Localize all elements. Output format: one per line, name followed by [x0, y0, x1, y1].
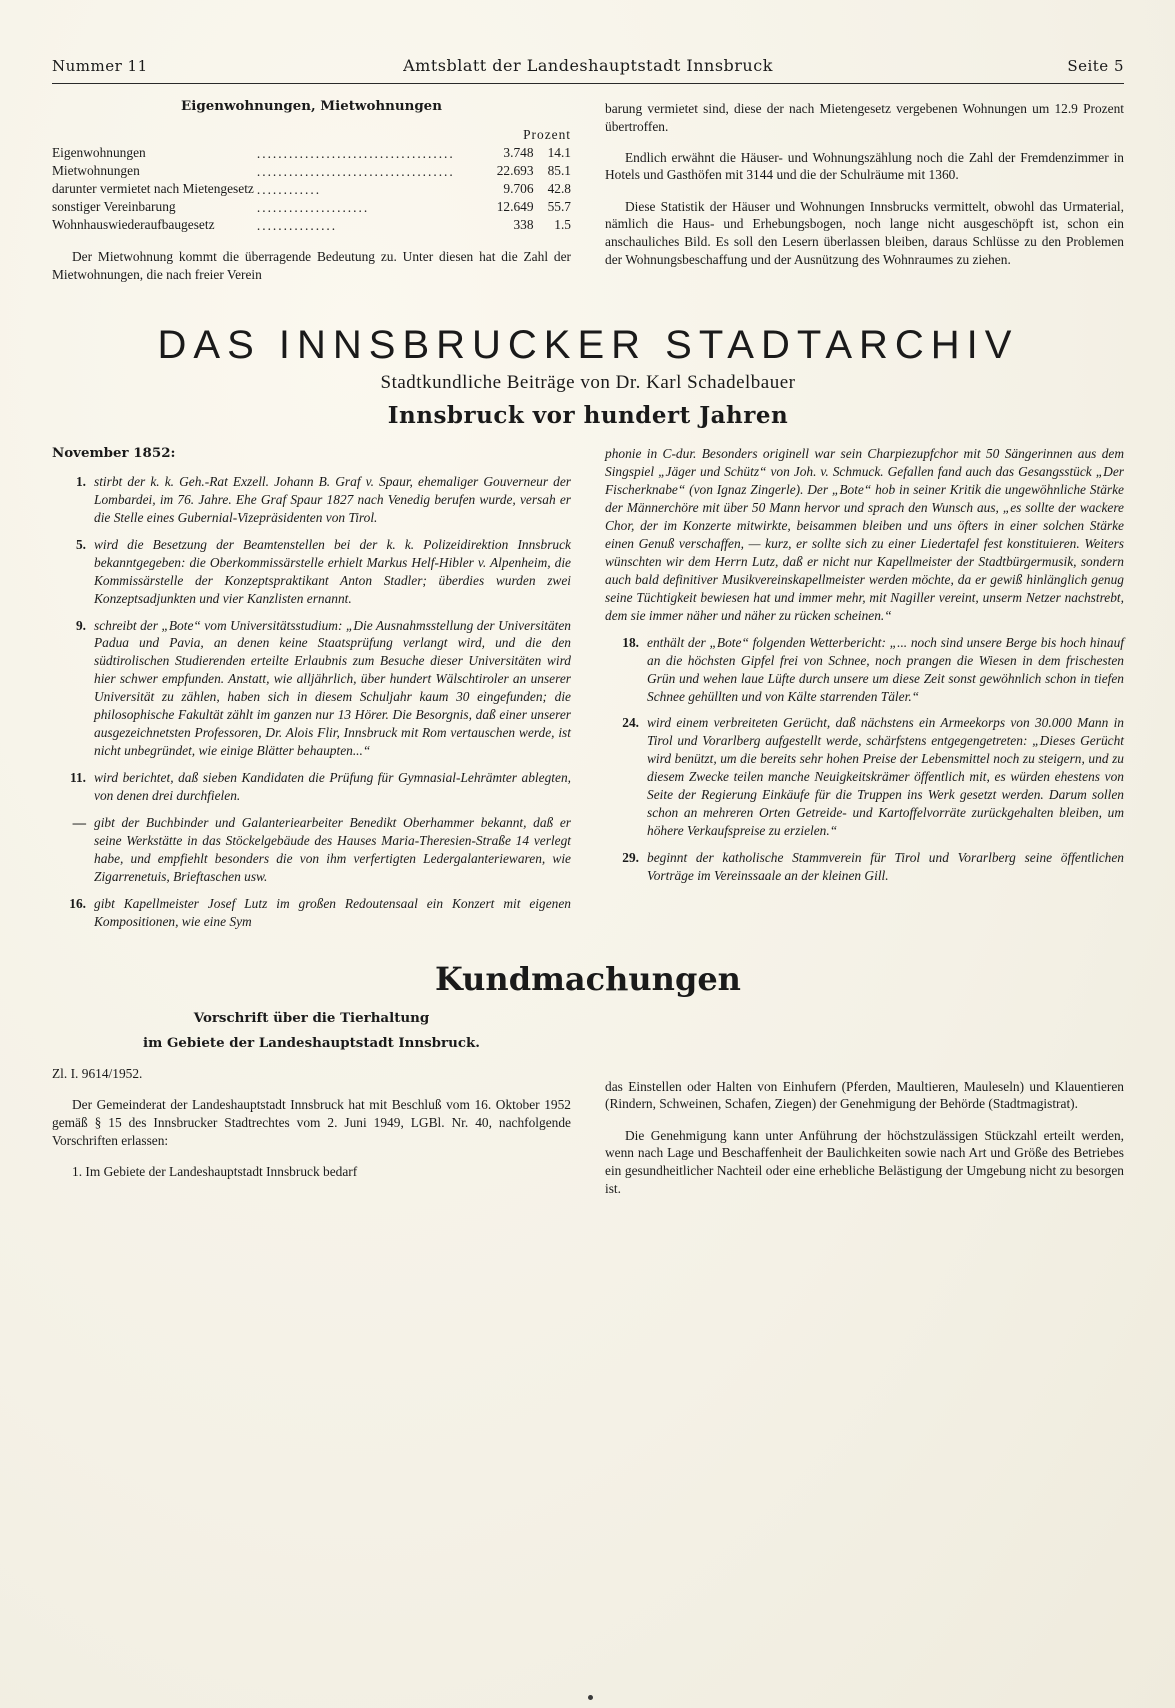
list-item	[52, 473, 571, 527]
issue-number: Nummer 11	[52, 57, 148, 75]
list-item	[52, 536, 571, 608]
top-columns	[52, 98, 1124, 297]
entry-text: gibt der Buchbinder und Galanteriearbeiter Benedikt Oberhammer bekannt, daß er seine Werkstätte in das Stöckelgebäude des Hauses Maria-Theresien-Straße 14 verlegt habe, und empfiehlt besonders die von ihm verfertigten Ledergalanteriewaren, wie Zigarrenetuis, Brieftaschen usw.	[94, 815, 571, 884]
stat-value: 3.748	[503, 145, 534, 161]
announcement-columns	[52, 1010, 1124, 1211]
stat-value: 22.693	[496, 163, 534, 179]
table-row	[52, 144, 571, 162]
stat-value: 12.649	[496, 199, 534, 215]
leader-dots: .....................	[256, 200, 370, 216]
announcement-paragraph-1: Der Gemeinderat der Landeshauptstadt Innsbruck hat mit Beschluß vom 16. Oktober 1952 gemäß § 15 des Innsbrucker Stadtrechtes vom 2. Juni 1949, LGBl. Nr. 40, nachfolgende Vorschriften erlassen:	[52, 1097, 571, 1148]
announcement-subtitle-line2: im Gebiete der Landeshauptstadt Innsbruck.	[143, 1035, 480, 1052]
stat-label: sonstiger Vereinbarung	[52, 199, 176, 215]
entry-text: wird die Besetzung der Beamtenstellen bei der k. k. Polizeidirektion Innsbruck bekanntgegeben: die Oberkommissärstelle erhielt Markus Helf-Hibler v. Alpenheim, die Kommissärstelle der Konzeptspraktikant Anton Stadler; überdies wurden zwei Konzeptsadjunkten und vier Kanzlisten ernannt.	[94, 536, 571, 606]
list-item	[52, 814, 571, 886]
entry-text: gibt Kapellmeister Josef Lutz im großen Redoutensaal ein Konzert mit eigenen Kompositionen, wie eine Sym	[94, 895, 571, 929]
leader-dots: .....................................	[256, 146, 455, 162]
announcement-column-right	[605, 1010, 1124, 1211]
page-footer-mark	[588, 1695, 593, 1700]
entry-number: 5.	[75, 536, 86, 552]
continuation-paragraph-3: Diese Statistik der Häuser und Wohnungen Innsbrucks vermittelt, obwohl das Urmaterial, nämlich die Haus- und Erhebungsbogen, noch lange nicht ausgeschöpft ist, schon ein anschauliches Bild. Es soll den Lesern überlassen bleiben, daraus Schlüsse zu den Problemen der Wohnungsbeschaffung und der Ausnützung des Wohnraumes zu ziehen.	[605, 198, 1124, 267]
entry-number: 16.	[69, 895, 86, 911]
leader-dots: ...............	[256, 218, 338, 234]
stat-value: 338	[513, 217, 534, 233]
entry-text: schreibt der „Bote“ vom Universitätsstudium: „Die Ausnahmsstellung der Universitäten Padua und Pavia, an denen keine Staatsprüfung verlangt wird, und die den südtirolischen Studierenden erteilte Erlaubnis zum Besuche dieser Universitäten wird hier schwer empfunden. Anstatt, wie alljährlich, über hundert Wälschtiroler an unserer Universität zu zählen, haben sich in diesem Schuljahr kaum 30 eingefunden; die philosophische Fakultät zählt im ganzen nur 13 Hörer. Die Besorgnis, daß einer unserer ausgezeichnetsten Professoren, Dr. Alois Flir, Innsbruck mit Rom vertauschen werde, ist nicht unbegründet, wie einige Blätter behaupten...“	[94, 617, 571, 759]
announcement-paragraph-2: 1. Im Gebiete der Landeshauptstadt Innsbruck bedarf	[72, 1163, 358, 1179]
running-head	[52, 56, 1124, 81]
stat-percent: 55.7	[547, 199, 571, 215]
article-subhead: Stadtkundliche Beiträge von Dr. Karl Schadelbauer	[380, 372, 796, 394]
header-rule	[52, 83, 1124, 84]
stat-value: 9.706	[503, 181, 534, 197]
table-row	[52, 216, 571, 234]
statistics-column-head: Prozent	[523, 126, 571, 142]
continuation-paragraph-2: Endlich erwähnt die Häuser- und Wohnungszählung noch die Zahl der Fremdenzimmer in Hotels und Gasthöfen mit 3144 und die der Schulräume mit 1360.	[605, 149, 1124, 183]
list-item	[52, 617, 571, 761]
entry-number: 11.	[70, 770, 86, 786]
publication-title: Amtsblatt der Landeshauptstadt Innsbruck	[403, 56, 773, 75]
entry-text: phonie in C-dur. Besonders originell war sein Charpiezupfchor mit 50 Sängerinnen aus dem Singspiel „Jäger und Schütz“ von Joh. v. Schmuck. Gefallen fand auch das Gesangsstück „Der Fischerknabe“ (von Ignaz Zingerle). Der „Bote“ hob in seiner Kritik die ungewöhnliche Stärke der Männerchöre mit über 50 Mann hervor und sprach den Wunsch aus, „es sollte der wackere Chor, der im Konzerte mitwirkte, beisammen bleiben und uns öfters in einer solchen Stärke einen Genuß verschaffen, — kurz, er sollte sich zu einer Liedertafel fest konstituieren. Weiters wünschten wir dem Herrn Lutz, daß er nicht nur Kapellmeister der Stadtbürgermusik, sondern auch bald definitiver Musikvereinskapellmeister werden möchte, da er gewiß hinlänglich genug seine Tüchtigkeit bewiesen hat und immer mehr, mit Nagiller vereint, unserm Netzer nachstrebt, dem sie immer näher und näher zu rücken scheinen.“	[605, 446, 1124, 623]
stat-label: Wohnhauswiederaufbaugesetz	[52, 217, 215, 233]
list-item	[52, 895, 571, 931]
file-reference: Zl. I. 9614/1952.	[52, 1066, 143, 1082]
page-number: Seite 5	[1067, 57, 1124, 75]
leader-dots: .....................................	[256, 164, 455, 180]
stat-label: darunter vermietet nach Mietengesetz	[52, 181, 254, 197]
stat-percent: 42.8	[547, 181, 571, 197]
entry-text: enthält der „Bote“ folgenden Wetterbericht: „... noch sind unsere Berge bis hoch hinauf an die höchsten Gipfel frei von Schnee, noch prangen die Wiesen in dem frischesten Grün und wehen laue Lüfte durch unsere um diese Zeit sonst gewöhnlich schon in tiefen Schnee gehüllten und von Kälte starrenden Täler.“	[647, 634, 1124, 704]
entry-number: 1.	[75, 473, 86, 489]
entry-number: 24.	[622, 715, 639, 731]
stat-percent: 85.1	[547, 163, 571, 179]
continuation-column	[605, 98, 1124, 297]
entry-number: 9.	[75, 617, 86, 633]
announcement-paragraph-3: das Einstellen oder Halten von Einhufern (Pferden, Maultieren, Mauleseln) und Klauentieren (Rindern, Schweinen, Schafen, Ziegen) der Genehmigung der Behörde (Stadtmagistrat).	[605, 1078, 1124, 1112]
announcement-column-left	[52, 1010, 571, 1211]
stat-percent: 1.5	[554, 217, 571, 233]
statistics-table	[52, 144, 571, 234]
announcement-subtitle-line1: Vorschrift über die Tierhaltung	[193, 1009, 430, 1026]
article-section-title: Innsbruck vor hundert Jahren	[387, 402, 789, 430]
entry-text: wird einem verbreiteten Gerücht, daß nächstens ein Armeekorps von 30.000 Mann in Tirol und Vorarlberg aufgestellt werde, schärfstens entgegengetreten: „Dieses Gerücht wird benützt, um die bereits sehr hohen Preise der Lebensmittel noch zu steigern, und zu diesem Zwecke teilen manche Neuigkeitskrämer öffentlich mit, es würden ehestens von Seite der Regierung Einkäufe für die Truppen ins Werk gesetzt werden. Darum sollen schon an mehreren Orten Getreide- und Kartoffelvorräte zurückgehalten bleiben, um höhere Verkaufspreise zu erzielen.“	[647, 715, 1124, 839]
announcement-paragraph-4: Die Genehmigung kann unter Anführung der höchstzulässigen Stückzahl erteilt werden, wenn nach Lage und Beschaffenheit der Baulichkeiten sowie nach Art und Größe des Betriebes ein gesundheitlicher Nachteil oder eine erhebliche Belästigung der Umgebung nicht zu besorgen ist.	[605, 1127, 1124, 1196]
article-columns	[52, 445, 1124, 940]
table-row	[52, 162, 571, 180]
stat-percent: 14.1	[547, 145, 571, 161]
list-item	[605, 849, 1124, 885]
list-item	[52, 769, 571, 805]
entry-text: wird berichtet, daß sieben Kandidaten die Prüfung für Gymnasial-Lehrämter ablegten, von denen drei durchfielen.	[94, 770, 571, 804]
date-heading: November 1852:	[52, 445, 176, 462]
table-row	[52, 198, 571, 216]
entry-number: —	[72, 815, 86, 831]
entry-text: stirbt der k. k. Geh.-Rat Exzell. Johann B. Graf v. Spaur, ehemaliger Gouverneur der Lombardei, im 76. Jahre. Ehe Graf Spaur 1827 nach Venedig berufen wurde, versah er die Stelle eines Gubernial-Vizepräsidenten von Tirol.	[94, 473, 571, 525]
leader-dots: ............	[256, 182, 322, 198]
stat-label: Eigenwohnungen	[52, 145, 146, 161]
entry-number: 18.	[622, 634, 639, 650]
statistics-note: Der Mietwohnung kommt die überragende Bedeutung zu. Unter diesen hat die Zahl der Mietwohnungen, die nach freier Verein	[52, 249, 571, 283]
announcements-title: Kundmachungen	[435, 959, 741, 998]
entry-number: 29.	[622, 850, 639, 866]
article-column-right	[605, 445, 1124, 940]
statistics-title: Eigenwohnungen, Mietwohnungen	[181, 98, 442, 114]
list-item	[605, 714, 1124, 840]
article-headline: DAS INNSBRUCKER STADTARCHIV	[157, 323, 1019, 368]
continuation-paragraph-1: barung vermietet sind, diese der nach Mietengesetz vergebenen Wohnungen um 12.9 Prozent übertroffen.	[605, 101, 1124, 134]
table-row	[52, 180, 571, 198]
entry-text: beginnt der katholische Stammverein für Tirol und Vorarlberg seine öffentlichen Vorträge im Vereinssaale an der kleinen Gill.	[647, 850, 1124, 884]
article-column-left	[52, 445, 571, 940]
list-item	[605, 445, 1124, 625]
stat-label: Mietwohnungen	[52, 163, 140, 179]
list-item	[605, 634, 1124, 706]
statistics-column	[52, 98, 571, 297]
page-content	[52, 56, 1124, 1668]
